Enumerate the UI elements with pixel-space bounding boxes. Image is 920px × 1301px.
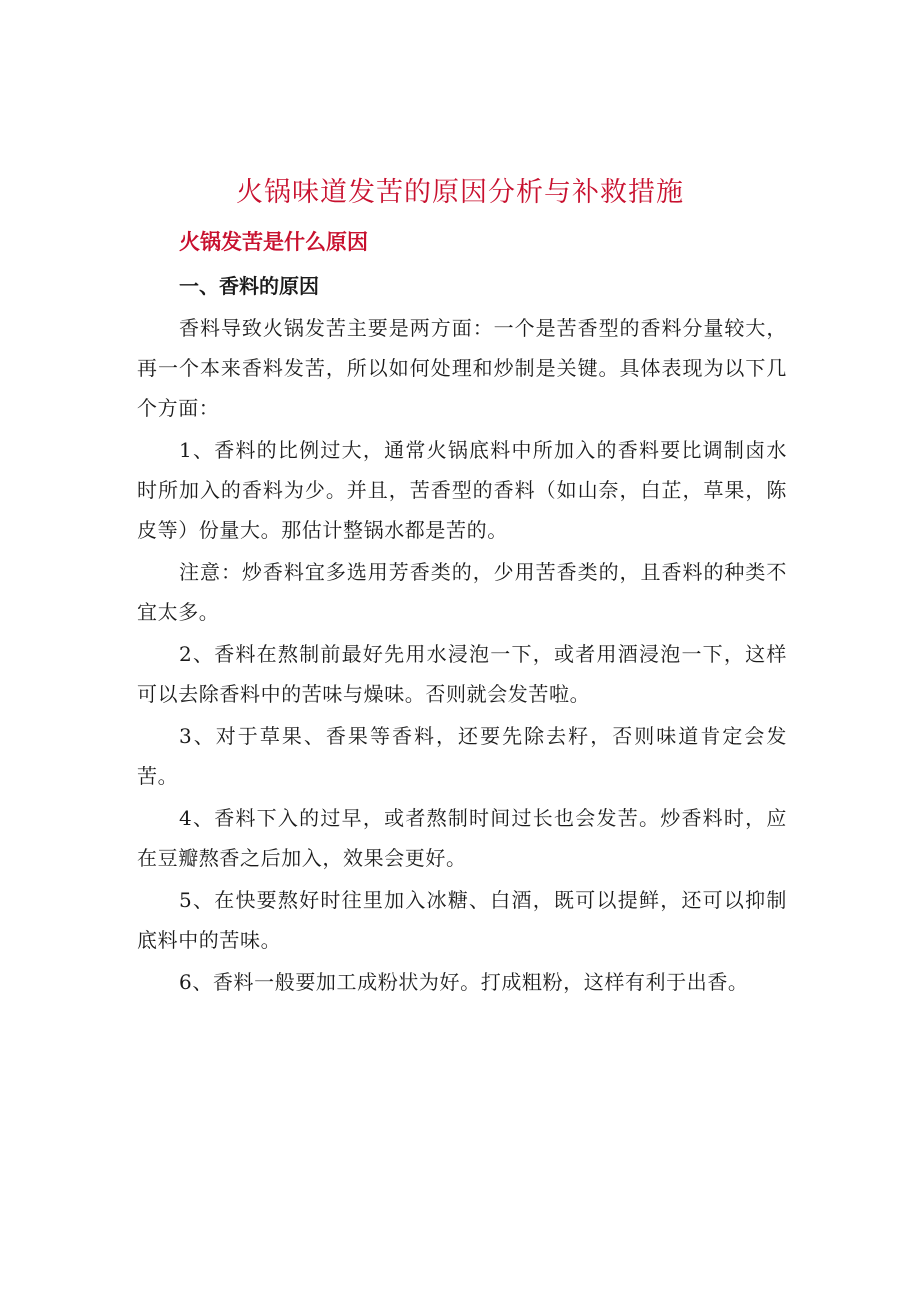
paragraph-point-3: 3、对于草果、香果等香料，还要先除去籽，否则味道肯定会发苦。: [137, 724, 787, 788]
document-subtitle: 火锅发苦是什么原因: [179, 230, 368, 254]
document-body: [137, 222, 787, 1002]
paragraph-point-6: 6、香料一般要加工成粉状为好。打成粗粉，这样有利于出香。: [179, 970, 749, 994]
paragraph-point-4: 4、香料下入的过早，或者熬制时间过长也会发苦。炒香料时，应在豆瓣熬香之后加入，效果会更好。: [137, 806, 787, 870]
paragraph-point-1: 1、香料的比例过大，通常火锅底料中所加入的香料要比调制卤水时所加入的香料为少。并且，苦香型的香料（如山奈，白芷，草果，陈皮等）份量大。那估计整锅水都是苦的。: [137, 438, 787, 542]
paragraph-point-5: 5、在快要熬好时往里加入冰糖、白酒，既可以提鲜，还可以抑制底料中的苦味。: [137, 888, 787, 952]
section-heading: 一、香料的原因: [179, 274, 319, 298]
paragraph-intro: 香料导致火锅发苦主要是两方面：一个是苦香型的香料分量较大，再一个本来香料发苦，所以如何处理和炒制是关键。具体表现为以下几个方面：: [137, 316, 787, 420]
paragraph-note: 注意：炒香料宜多选用芳香类的，少用苦香类的，且香料的种类不宜太多。: [137, 560, 787, 624]
paragraph-point-2: 2、香料在熬制前最好先用水浸泡一下，或者用酒浸泡一下，这样可以去除香料中的苦味与燥味。否则就会发苦啦。: [137, 642, 787, 706]
document-title: 火锅味道发苦的原因分析与补救措施: [236, 177, 684, 208]
